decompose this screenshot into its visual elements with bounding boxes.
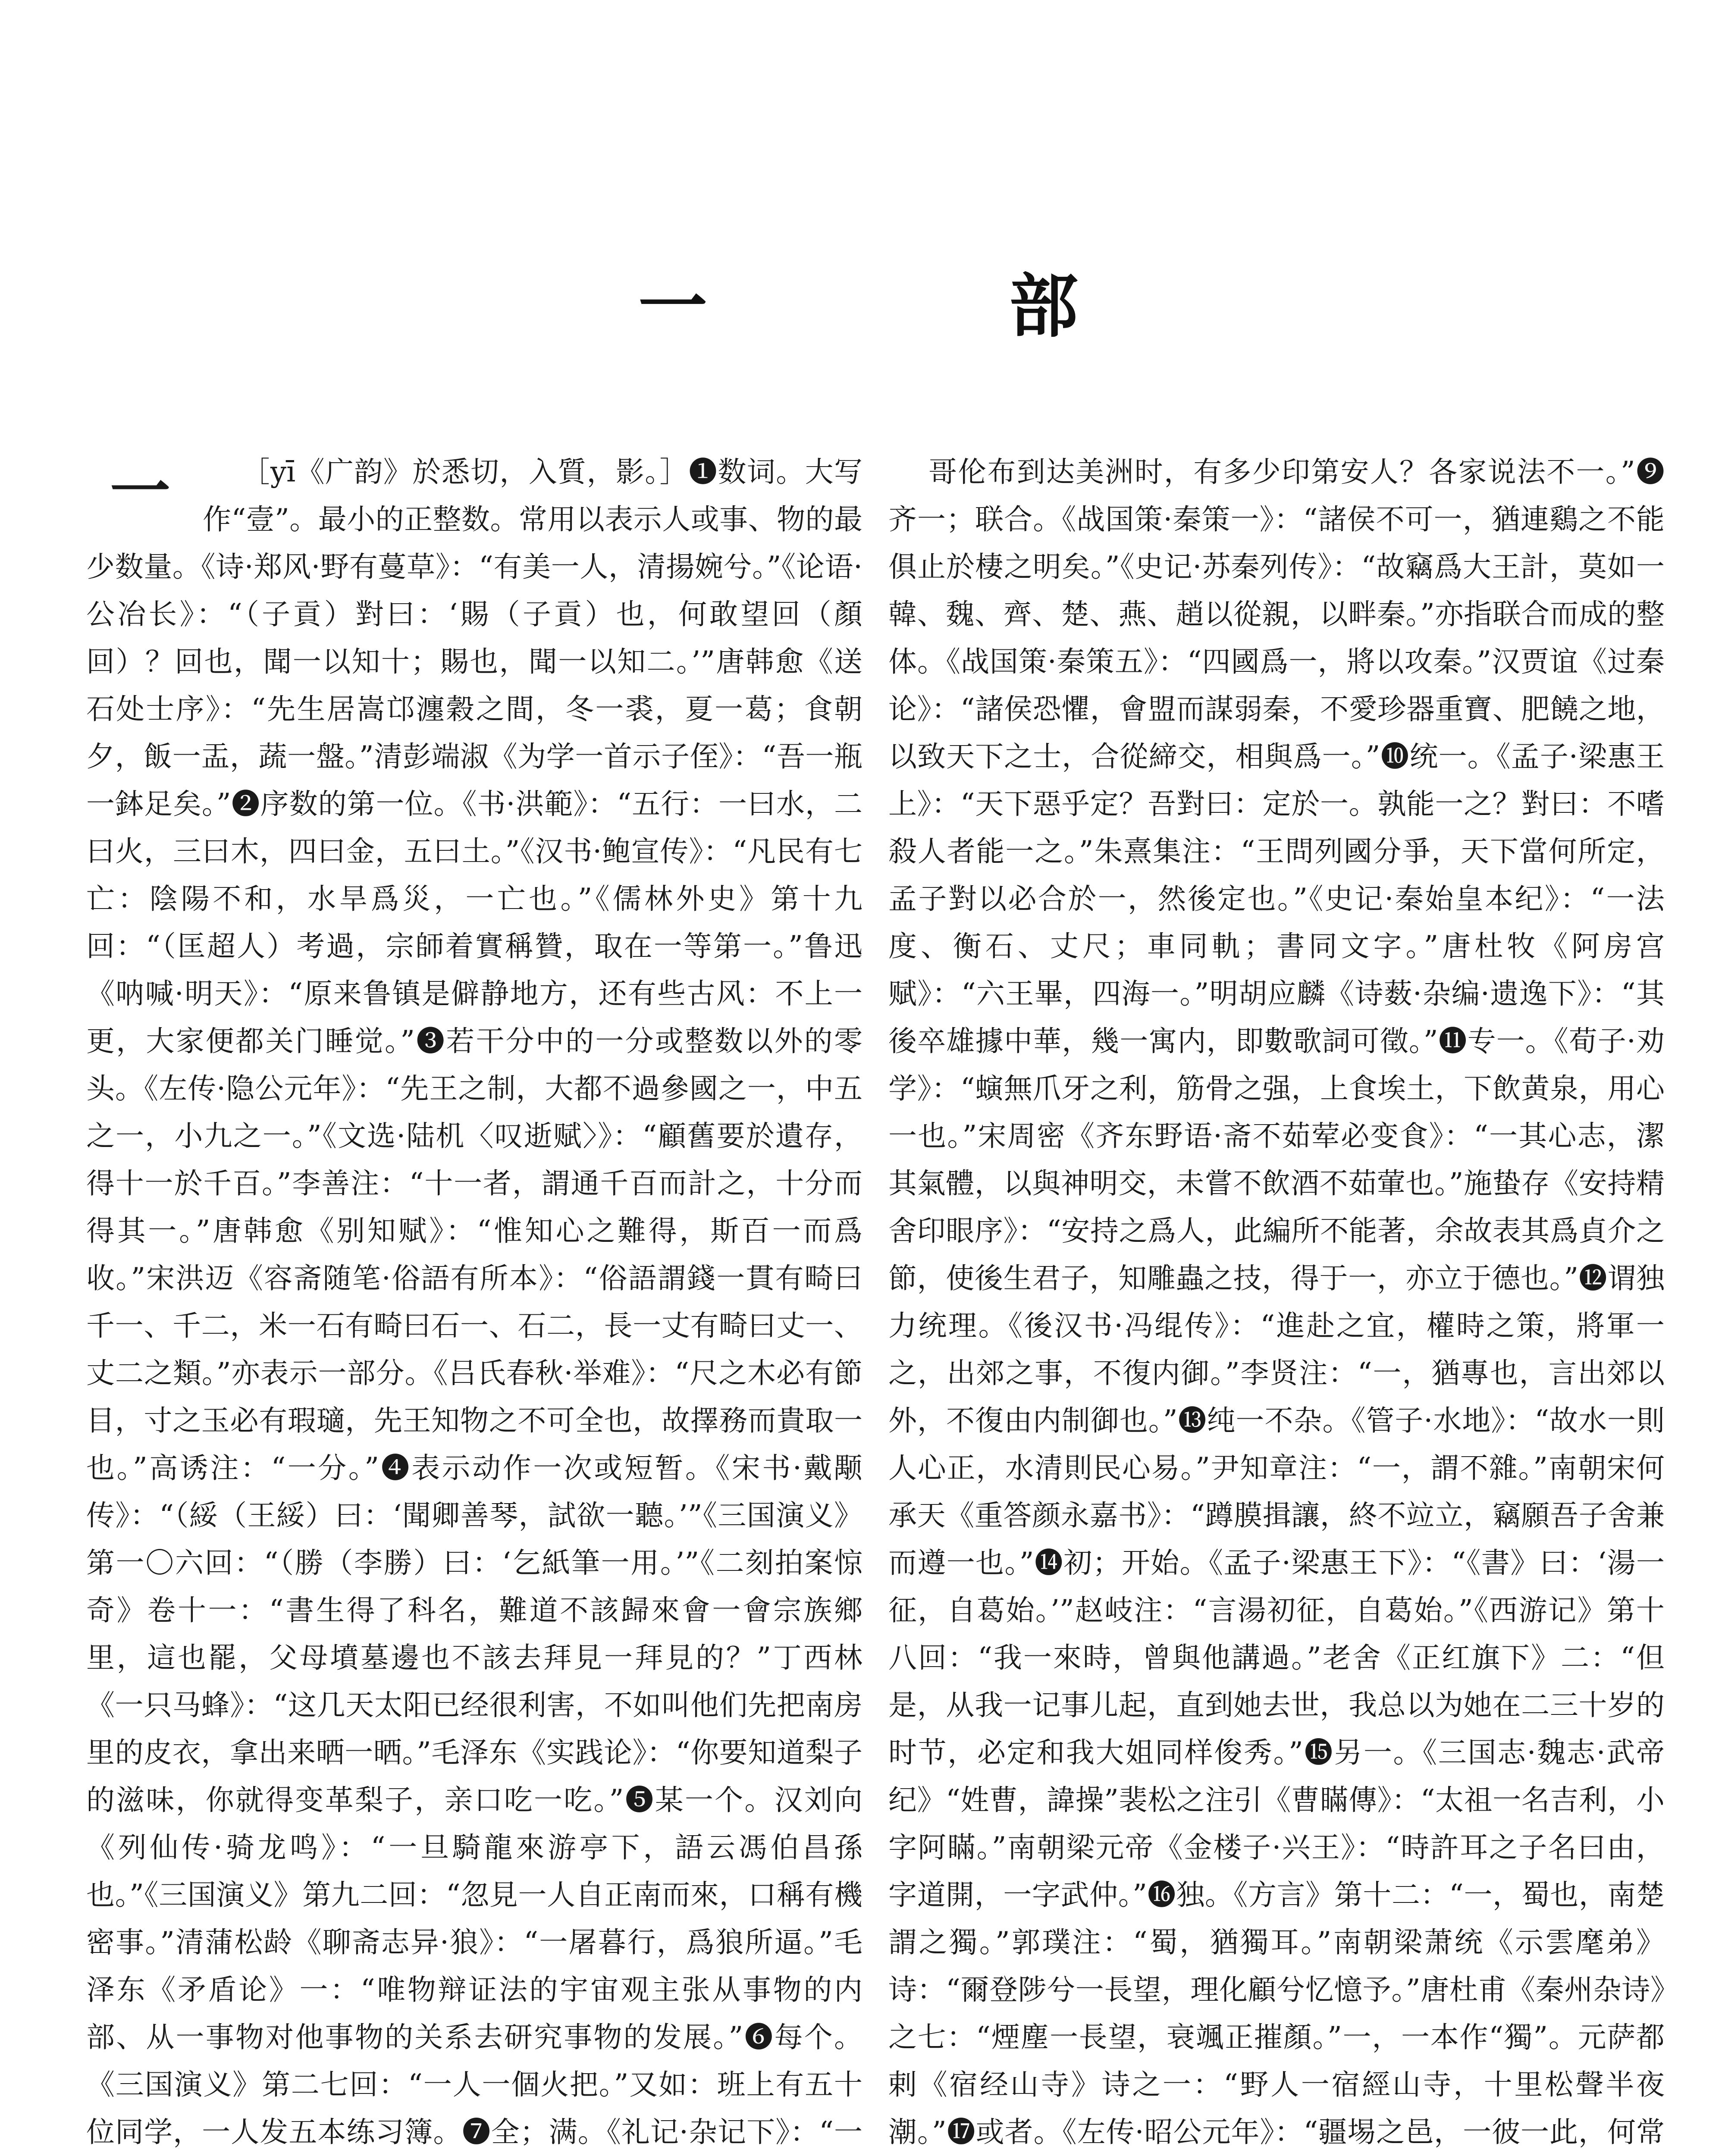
section-header-char-1: 一 — [638, 266, 708, 347]
entry-headword: 一 — [110, 456, 170, 527]
right-column-text: 哥伦布到达美洲时，有多少印第安人？各家说法不一。”❾齐一；联合。《战国策·秦策一》：“諸侯不可一，猶連鷄之不能俱止於棲之明矣。”《史记·苏秦列传》：“故竊爲大王計，莫如一韓、魏、齊、楚、燕、趙以從親，以畔秦。”亦指联合而成的整体。《战国策·秦策五》：“四國爲一，將以攻秦。”汉贾谊《过秦论》：“諸侯恐懼，會盟而謀弱秦，不愛珍器重寶、肥饒之地，以致天下之士，合從締交，相與爲一。”❿统一。《孟子·梁惠王上》：“天下惡乎定？吾對曰：定於一。孰能一之？對曰：不嗜殺人者能一之。”朱熹集注：“王問列國分爭，天下當何所定，孟子對以必合於一，然後定也。”《史记·秦始皇本纪》：“一法度、衡石、丈尺；車同軌；書同文字。”唐杜牧《阿房宫赋》：“六王畢，四海一。”明胡应麟《诗薮·杂编·遗逸下》：“其後卒雄據中華，幾一寓内，即數歌詞可徵。”⓫专一。《荀子·劝学》：“螾無爪牙之利，筋骨之强，上食埃土，下飲黄泉，用心一也。”宋周密《齐东野语·斋不茹荤必变食》：“一其心志，潔其氣體，以與神明交，未嘗不飲酒不茹葷也。”施蛰存《安持精舍印眼序》：“安持之爲人，此編所不能著，余故表其爲貞介之節，使後生君子，知雕蟲之技，得于一，亦立于德也。”⓬谓独力统理。《後汉书·冯绲传》：“進赴之宜，權時之策，將軍一之，出郊之事，不復内御。”李贤注：“一，猶專也，言出郊以外，不復由内制御也。”⓭纯一不杂。《管子·水地》：“故水一則人心正，水清則民心易。”尹知章注：“一，謂不雜。”南朝宋何承天《重答颜永嘉书》：“蹲膜揖讓，終不竝立，竊願吾子舍兼而遵一也。”⓮初；开始。《孟子·梁惠王下》：“《書》曰：‘湯一征，自葛始。’”赵岐注：“言湯初征，自葛始。”《西游记》第十八回：“我一來時，曾與他講過。”老舍《正红旗下》二：“但是，从我一记事儿起，直到她去世，我总以为她在二三十岁的时节，必定和我大姐同样俊秀。”⓯另一。《三国志·魏志·武帝纪》“姓曹，諱操”裴松之注引《曹瞞傳》：“太祖一名吉利，小字阿瞞。”南朝梁元帝《金楼子·兴王》：“時許耳之子名曰由，字道開，一字武仲。”⓰独。《方言》第十二：“一，蜀也，南楚謂之獨。”郭璞注：“蜀，猶獨耳。”南朝梁萧统《示雲麾弟》诗：“爾登陟兮一長望，理化顧兮忆憶予。”唐杜甫《秦州杂诗》之七：“煙塵一長望，衰颯正摧顏。”一，一本作“獨”。元萨都剌《宿经山寺》诗之一：“野人一宿經山寺，十里松聲半夜潮。”⓱或者。《左传·昭公元年》：“疆埸之邑，一彼一此，何常 — [888, 455, 1665, 2149]
section-header — [0, 259, 1725, 354]
section-header-char-2: 部 — [1009, 266, 1079, 347]
right-column — [888, 401, 1665, 2156]
left-column-text: ［yī《广韵》於悉切，入質，影。］❶数词。大写作“壹”。最小的正整数。常用以表示人或事、物的最少数量。《诗·郑风·野有蔓草》：“有美一人，清揚婉兮。”《论语·公冶长》：“（子貢）對曰：‘賜（子貢）也，何敢望回（顏回）？回也，聞一以知十；賜也，聞一以知二。’”唐韩愈《送石处士序》：“先生居嵩邙瀍穀之間，冬一裘，夏一葛；食朝夕，飯一盂，蔬一盤。”清彭端淑《为学一首示子侄》：“吾一瓶一鉢足矣。”❷序数的第一位。《书·洪範》：“五行：一曰水，二曰火，三曰木，四曰金，五曰土。”《汉书·鲍宣传》：“凡民有七亡：陰陽不和，水旱爲災，一亡也。”《儒林外史》第十九回：“（匡超人）考過，宗師着實稱贊，取在一等第一。”鲁迅《呐喊·明天》：“原来鲁镇是僻静地方，还有些古风：不上一更，大家便都关门睡觉。”❸若干分中的一分或整数以外的零头。《左传·隐公元年》：“先王之制，大都不過參國之一，中五之一，小九之一。”《文选·陆机〈叹逝赋〉》：“顧舊要於遺存，得十一於千百。”李善注：“十一者，謂通千百而計之，十分而得其一。”唐韩愈《别知赋》：“惟知心之難得，斯百一而爲收。”宋洪迈《容斋随笔·俗語有所本》：“俗語謂錢一貫有畸曰千一、千二，米一石有畸曰石一、石二，長一丈有畸曰丈一、丈二之類。”亦表示一部分。《吕氏春秋·举难》：“尺之木必有節目，寸之玉必有瑕瓋，先王知物之不可全也，故擇務而貴取一也。”高诱注：“一分。”❹表示动作一次或短暂。《宋书·戴颙传》：“（綏（王綏）曰：‘聞卿善琴，試欲一聽。’”《三国演义》第一〇六回：“（勝（李勝）曰：‘乞紙筆一用。’”《二刻拍案惊奇》卷十一：“書生得了科名，難道不該歸來會一會宗族鄉里，這也罷，父母墳墓邊也不該去拜見一拜見的？”丁西林《一只马蜂》：“这几天太阳已经很利害，不如叫他们先把南房里的皮衣，拿出来晒一晒。”毛泽东《实践论》：“你要知道梨子的滋味，你就得变革梨子，亲口吃一吃。”❺某一个。汉刘向《列仙传·骑龙鸣》：“一旦騎龍來游亭下，語云馮伯昌孫也。”《三国演义》第九二回：“忽見一人自正南而來，口稱有機密事。”清蒲松龄《聊斋志异·狼》：“一屠暮行，爲狼所逼。”毛泽东《矛盾论》一：“唯物辩证法的宇宙观主张从事物的内部、从一事物对他事物的关系去研究事物的发展。”❻每个。《三国演义》第二七回：“一人一個火把。”又如：班上有五十位同学，一人发五本练习簿。❼全；满。《礼记·杂记下》：“一 — [86, 455, 862, 2149]
left-column — [86, 401, 862, 2156]
